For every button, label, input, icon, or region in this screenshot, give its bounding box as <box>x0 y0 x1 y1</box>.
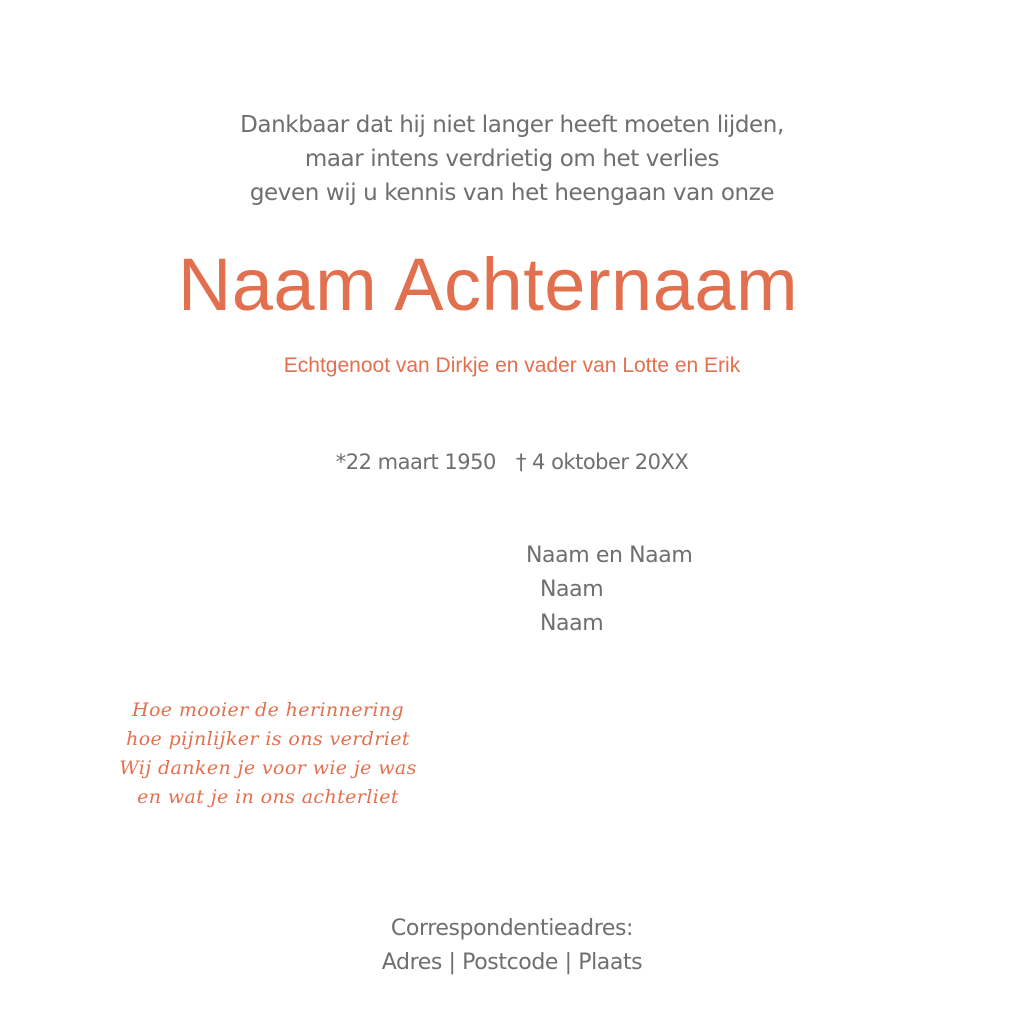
intro-line: geven wij u kennis van het heengaan van onze <box>249 180 775 206</box>
deceased-name: Naam Achternaam <box>177 243 799 326</box>
correspondence-address: Adres | Postcode | Plaats <box>381 950 643 975</box>
poem <box>112 696 424 812</box>
birth-date: *22 maart 1950 <box>335 450 496 474</box>
intro-line: Dankbaar dat hij niet langer heeft moeten lijden, <box>240 112 784 138</box>
poem-line: Hoe mooier de herinnering <box>132 699 404 721</box>
poem-line: en wat je in ons achterliet <box>137 786 399 808</box>
intro-text <box>212 108 812 210</box>
death-date: † 4 oktober 20XX <box>515 450 689 474</box>
family-names <box>526 539 692 641</box>
correspondence-label: Correspondentieadres: <box>390 916 634 941</box>
poem-line: Wij danken je voor wie je was <box>119 757 417 779</box>
family-line: Naam <box>540 611 604 636</box>
intro-line: maar intens verdrietig om het verlies <box>304 146 720 172</box>
deceased-relation: Echtgenoot van Dirkje en vader van Lotte en Erik <box>283 354 741 377</box>
poem-line: hoe pijnlijker is ons verdriet <box>126 728 410 750</box>
family-line: Naam <box>540 577 604 602</box>
family-line: Naam en Naam <box>526 543 693 568</box>
life-dates <box>312 446 712 478</box>
correspondence-block <box>312 912 712 980</box>
